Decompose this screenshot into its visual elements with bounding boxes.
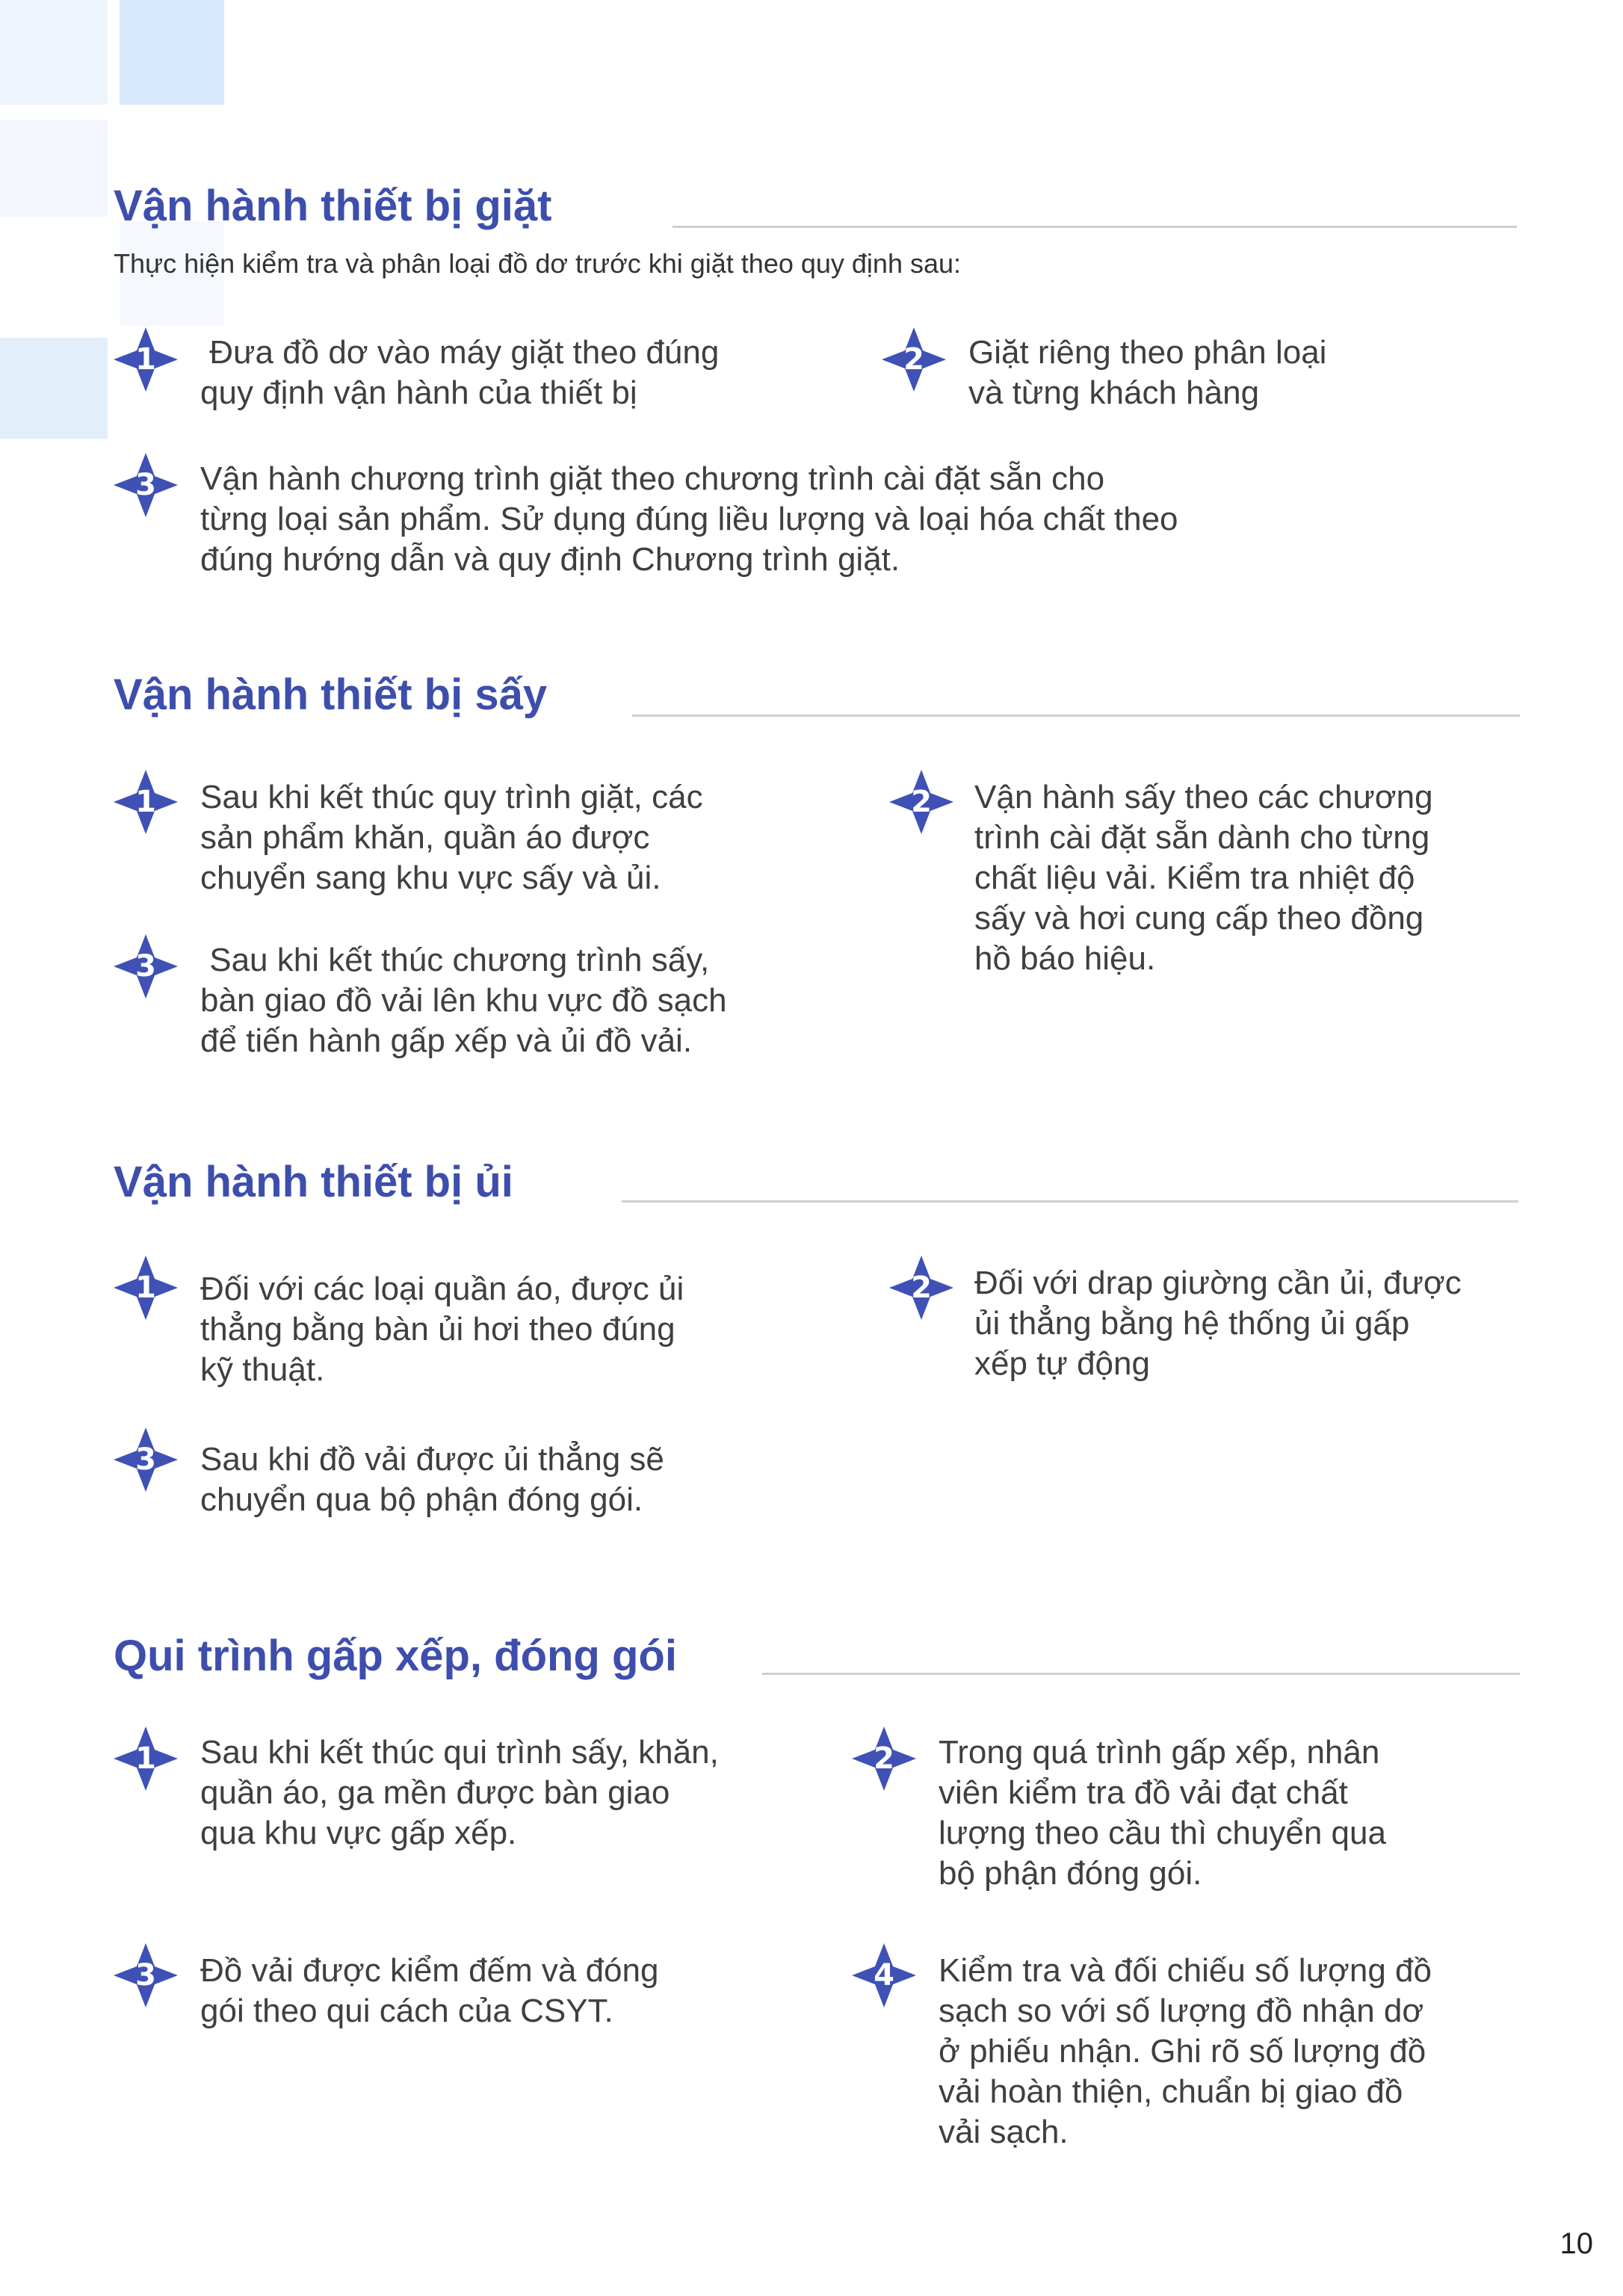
step-text: Đối với các loại quần áo, được ủi thẳng bằng bàn ủi hơi theo đúng kỹ thuật. <box>200 1271 684 1388</box>
step-text: Vận hành sấy theo các chương trình cài đặt sẵn dành cho từng chất liệu vải. Kiểm tra nhiệt độ sấy và hơi cung cấp theo đồng hồ báo hiệu. <box>974 779 1433 977</box>
step-badge: 2 <box>882 327 946 392</box>
section-title-ironing: Vận hành thiết bị ủi <box>114 1158 513 1206</box>
step-badge: 3 <box>114 453 178 517</box>
section-divider <box>622 1200 1518 1203</box>
step-text: Vận hành chương trình giặt theo chương trình cài đặt sẵn cho từng loại sản phẩm. Sử dụng đúng liều lượng và loại hóa chất theo đúng hướng dẫn và quy định Chương trình giặt. <box>200 460 1178 578</box>
step-text: Đồ vải được kiểm đếm và đóng gói theo qui cách của CSYT. <box>200 1952 659 2029</box>
section-divider <box>673 226 1517 228</box>
decorative-square <box>0 120 108 217</box>
step-text: Sau khi kết thúc quy trình giặt, các sản phẩm khăn, quần áo được chuyển sang khu vực sấy và ủi. <box>200 779 703 896</box>
decorative-square <box>120 0 224 105</box>
step-text: Trong quá trình gấp xếp, nhân viên kiểm tra đồ vải đạt chất lượng theo cầu thì chuyển qua bộ phận đóng gói. <box>939 1734 1386 1892</box>
section-title-drying: Vận hành thiết bị sấy <box>114 670 548 719</box>
step-text: Sau khi đồ vải được ủi thẳng sẽ chuyển qua bộ phận đóng gói. <box>200 1441 664 1518</box>
step-badge: 2 <box>889 1256 953 1320</box>
step-badge: 1 <box>114 770 178 834</box>
section-divider <box>632 715 1520 717</box>
step-badge: 1 <box>114 327 178 392</box>
section-title-folding-packing: Qui trình gấp xếp, đóng gói <box>114 1632 677 1680</box>
step-badge: 3 <box>114 934 178 999</box>
step-badge: 3 <box>114 1428 178 1492</box>
decorative-square <box>0 0 108 105</box>
step-badge: 3 <box>114 1943 178 2008</box>
step-badge: 1 <box>114 1256 178 1320</box>
step-text: Đưa đồ dơ vào máy giặt theo đúng quy định vận hành của thiết bị <box>200 334 720 411</box>
decorative-square <box>0 338 108 439</box>
section-intro: Thực hiện kiểm tra và phân loại đồ dơ trước khi giặt theo quy định sau: <box>114 248 962 279</box>
step-badge: 4 <box>852 1943 916 2008</box>
step-badge: 2 <box>889 770 953 834</box>
step-text: Sau khi kết thúc chương trình sấy, bàn giao đồ vải lên khu vực đồ sạch để tiến hành gấp xếp và ủi đồ vải. <box>200 942 727 1059</box>
step-text: Giặt riêng theo phân loại và từng khách hàng <box>968 334 1327 411</box>
section-title-washing: Vận hành thiết bị giặt <box>114 182 552 230</box>
step-badge: 1 <box>114 1726 178 1791</box>
page-number: 10 <box>1559 2227 1593 2260</box>
section-divider <box>762 1673 1520 1675</box>
step-text: Kiểm tra và đối chiếu số lượng đồ sạch so với số lượng đồ nhận dơ ở phiếu nhận. Ghi rõ số lượng đồ vải hoàn thiện, chuẩn bị giao đồ vải sạch. <box>939 1952 1432 2150</box>
step-text: Đối với drap giường cần ủi, được ủi thẳng bằng hệ thống ủi gấp xếp tự động <box>974 1265 1462 1382</box>
step-badge: 2 <box>852 1726 916 1791</box>
step-text: Sau khi kết thúc qui trình sấy, khăn, quần áo, ga mền được bàn giao qua khu vực gấp xếp. <box>200 1734 719 1851</box>
